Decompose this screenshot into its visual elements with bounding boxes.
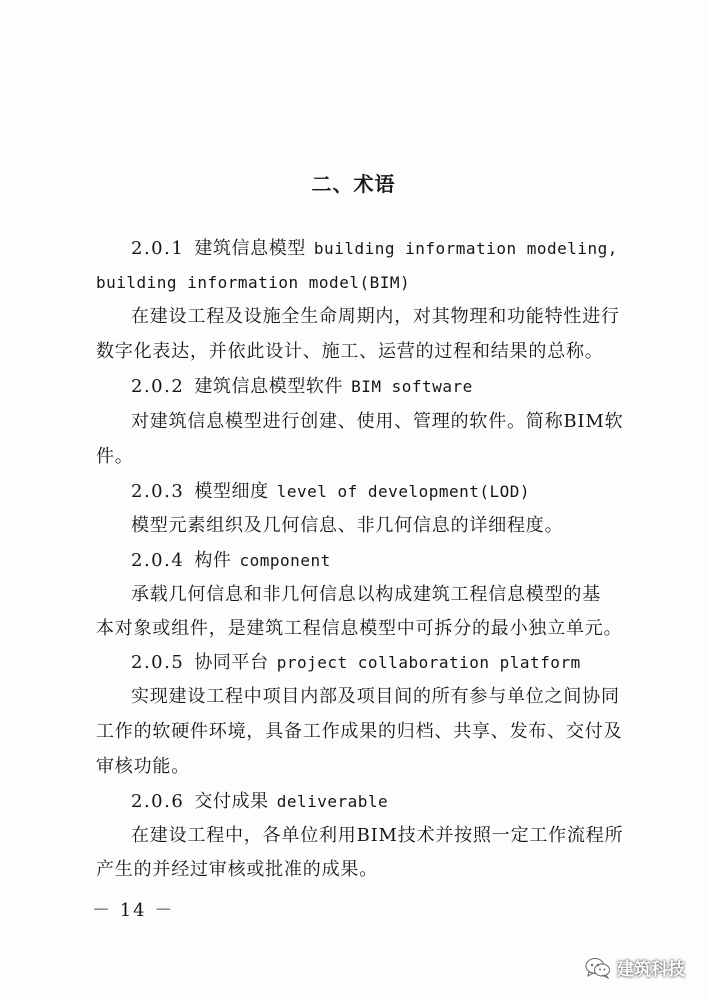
term-definition: 模型元素组织及几何信息、非几何信息的详细程度。 bbox=[131, 515, 564, 536]
term-heading bbox=[131, 237, 618, 261]
term-name-en: component bbox=[239, 551, 331, 570]
term-number: 2.0.2 bbox=[131, 376, 185, 397]
term-definition: 件。 bbox=[96, 446, 134, 467]
term-name-en: level of development(LOD) bbox=[276, 482, 531, 501]
term-name-zh: 协同平台 bbox=[194, 652, 269, 673]
watermark-text: 建筑科技 bbox=[617, 960, 685, 980]
term-definition: 本对象或组件，是建筑工程信息模型中可拆分的最小独立单元。 bbox=[96, 618, 623, 639]
term-heading bbox=[131, 549, 331, 573]
term-name-en: deliverable bbox=[276, 792, 389, 811]
term-number: 2.0.5 bbox=[131, 652, 185, 673]
term-name-en-cont: building information model(BIM) bbox=[96, 273, 411, 292]
term-number: 2.0.6 bbox=[131, 791, 185, 812]
term-definition: 对建筑信息模型进行创建、使用、管理的软件。简称BIM软 bbox=[131, 411, 624, 432]
term-heading-continuation bbox=[96, 271, 410, 295]
watermark bbox=[585, 955, 685, 980]
term-name-en: project collaboration platform bbox=[276, 653, 581, 672]
wechat-icon bbox=[585, 957, 611, 979]
term-name-en: building information modeling, bbox=[313, 239, 618, 258]
term-number: 2.0.1 bbox=[131, 238, 185, 259]
term-name-zh: 构件 bbox=[194, 550, 232, 571]
term-name-zh: 建筑信息模型 bbox=[194, 238, 306, 259]
term-name-zh: 建筑信息模型软件 bbox=[194, 376, 344, 397]
term-heading bbox=[131, 651, 581, 675]
term-name-zh: 交付成果 bbox=[194, 791, 269, 812]
term-definition: 工作的软硬件环境，具备工作成果的归档、共享、发布、交付及 bbox=[96, 721, 623, 742]
term-definition: 承载几何信息和非几何信息以构成建筑工程信息模型的基 bbox=[131, 584, 601, 605]
term-heading bbox=[131, 790, 388, 814]
term-definition: 在建设工程中，各单位利用BIM技术并按照一定工作流程所 bbox=[131, 825, 624, 846]
term-number: 2.0.3 bbox=[131, 481, 185, 502]
section-title: 二、术语 bbox=[311, 172, 396, 196]
term-definition: 在建设工程及设施全生命周期内，对其物理和功能特性进行 bbox=[131, 306, 620, 327]
term-heading bbox=[131, 480, 530, 504]
term-number: 2.0.4 bbox=[131, 550, 185, 571]
term-definition: 产生的并经过审核或批准的成果。 bbox=[96, 859, 378, 880]
term-definition: 实现建设工程中项目内部及项目间的所有参与单位之间协同 bbox=[131, 686, 620, 707]
term-heading bbox=[131, 375, 473, 399]
term-definition: 审核功能。 bbox=[96, 756, 190, 777]
page-number: － 14 － bbox=[92, 900, 175, 921]
term-name-zh: 模型细度 bbox=[194, 481, 269, 502]
term-definition: 数字化表达，并依此设计、施工、运营的过程和结果的总称。 bbox=[96, 341, 604, 362]
term-name-en: BIM software bbox=[351, 377, 473, 396]
